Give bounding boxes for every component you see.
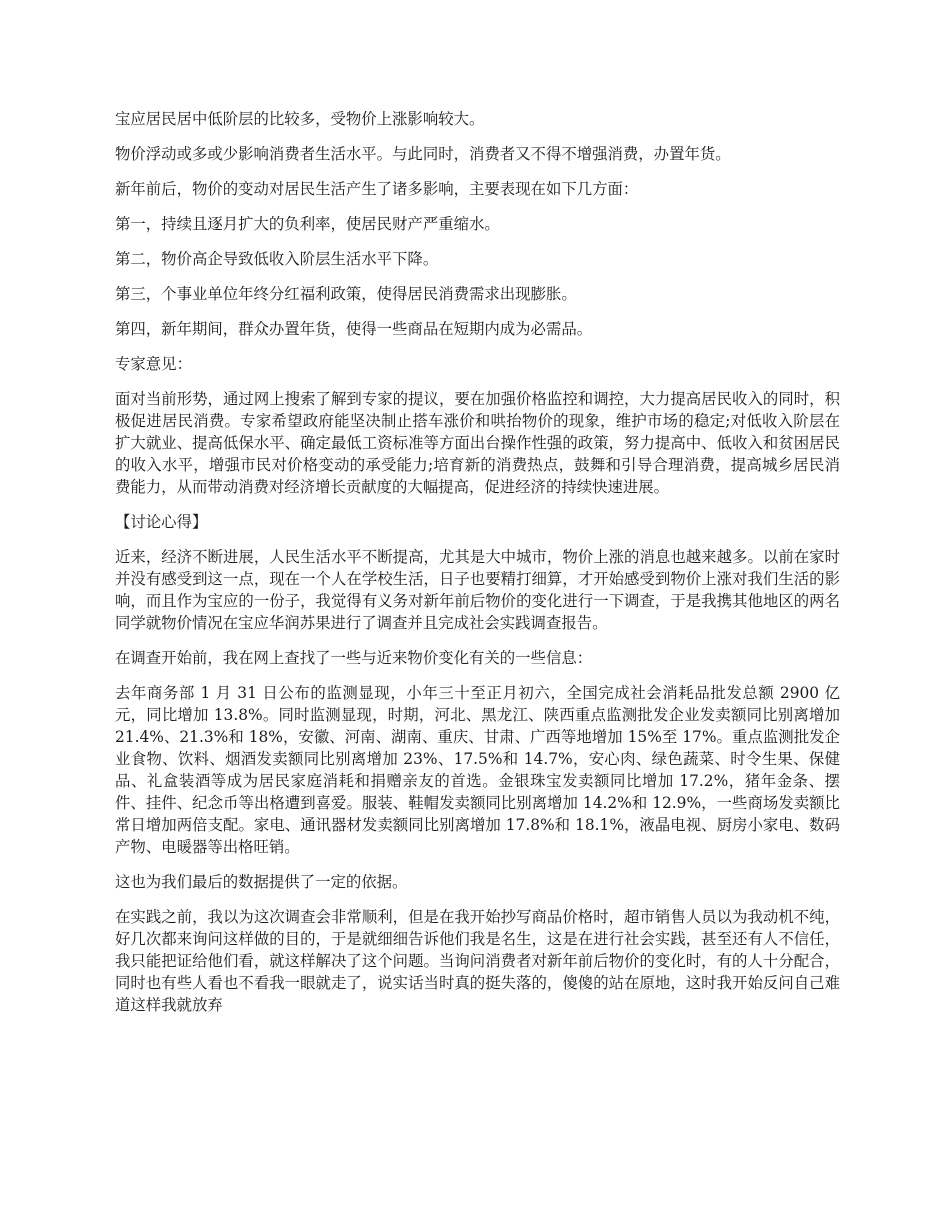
paragraph-impacts-intro: 新年前后，物价的变动对居民生活产生了诸多影响，主要表现在如下几方面： (115, 180, 639, 198)
document-body (115, 108, 840, 1029)
paragraph-commerce-statistics: 去年商务部 1 月 31 日公布的监测显现，小年三十至正月初六，全国完成社会消耗品批发总额 2900 亿元，同比增加 13.8%。同时监测显现，时期，河北、黑龙江、陕西重点监测批发企业发卖额同比别离增加 21.4%、21.3%和 18%，安徽、河南、湖南、重庆、甘肃、广西等地增加 15%至 17%。重点监测批发企业食物、饮料、烟酒发卖额同比别离增加 23%、17.5%和 14.7%，安心肉、绿色蔬菜、时令生果、保健品、礼盒装酒等成为居民家庭消耗和捐赠亲友的首选。金银珠宝发卖额同比增加 17.2%，猪年金条、摆件、挂件、纪念币等出格遭到喜爱。服装、鞋帽发卖额同比别离增加 14.2%和 12.9%，一些商场发卖额比常日增加两倍支配。家电、通讯器材发卖额同比别离增加 17.8%和 18.1%，液晶电视、厨房小家电、数码产物、电暖器等出格旺销。 (115, 684, 840, 856)
paragraph-impact-on-low-income: 宝应居民居中低阶层的比较多，受物价上涨影响较大。 (115, 110, 485, 128)
section-heading-expert-opinion: 专家意见： (115, 355, 192, 373)
section-heading-discussion: 【讨论心得】 (115, 513, 208, 531)
paragraph-impact-third: 第三，个事业单位年终分红福利政策，使得居民消费需求出现膨胀。 (115, 285, 577, 303)
paragraph-impact-first: 第一，持续且逐月扩大的负利率，使居民财产严重缩水。 (115, 215, 500, 233)
paragraph-impact-second: 第二，物价高企导致低收入阶层生活水平下降。 (115, 250, 439, 268)
paragraph-expert-opinion: 面对当前形势，通过网上搜索了解到专家的提议，要在加强价格监控和调控，大力提高居民收入的同时，积极促进居民消费。专家希望政府能坚决制止搭车涨价和哄抬物价的现象，维护市场的稳定;对低收入阶层在扩大就业、提高低保水平、确定最低工资标准等方面出台操作性强的政策，努力提高中、低收入和贫困居民的收入水平，增强市民对价格变动的承受能力;培育新的消费热点，鼓舞和引导合理消费，提高城乡居民消费能力，从而带动消费对经济增长贡献度的大幅提高，促进经济的持续快速进展。 (115, 390, 840, 496)
paragraph-research-prep: 在调查开始前，我在网上查找了一些与近来物价变化有关的一些信息： (115, 649, 593, 667)
paragraph-discussion-intro: 近来，经济不断进展，人民生活水平不断提高，尤其是大中城市，物价上涨的消息也越来越多。以前在家时并没有感受到这一点，现在一个人在学校生活，日子也要精打细算，才开始感受到物价上涨对我们生活的影响，而且作为宝应的一份子，我觉得有义务对新年前后物价的变化进行一下调查，于是我携其他地区的两名同学就物价情况在宝应华润苏果进行了调查并且完成社会实践调查报告。 (115, 548, 840, 632)
paragraph-impact-fourth: 第四，新年期间，群众办置年货，使得一些商品在短期内成为必需品。 (115, 320, 593, 338)
paragraph-practice-experience: 在实践之前，我以为这次调查会非常顺利，但是在我开始抄写商品价格时，超市销售人员以为我动机不纯，好几次都来询问这样做的目的，于是就细细告诉他们我是名生，这是在进行社会实践，甚至还有人不信任，我只能把证给他们看，就这样解决了这个问题。当询问消费者对新年前后物价的变化时，有的人十分配合，同时也有些人看也不看我一眼就走了，说实话当时真的挺失落的，傻傻的站在原地，这时我开始反问自己难道这样我就放弃 (115, 908, 840, 1014)
paragraph-data-basis: 这也为我们最后的数据提供了一定的依据。 (115, 873, 408, 891)
paragraph-consumption-pressure: 物价浮动或多或少影响消费者生活水平。与此同时，消费者又不得不增强消费，办置年货。 (115, 145, 731, 163)
